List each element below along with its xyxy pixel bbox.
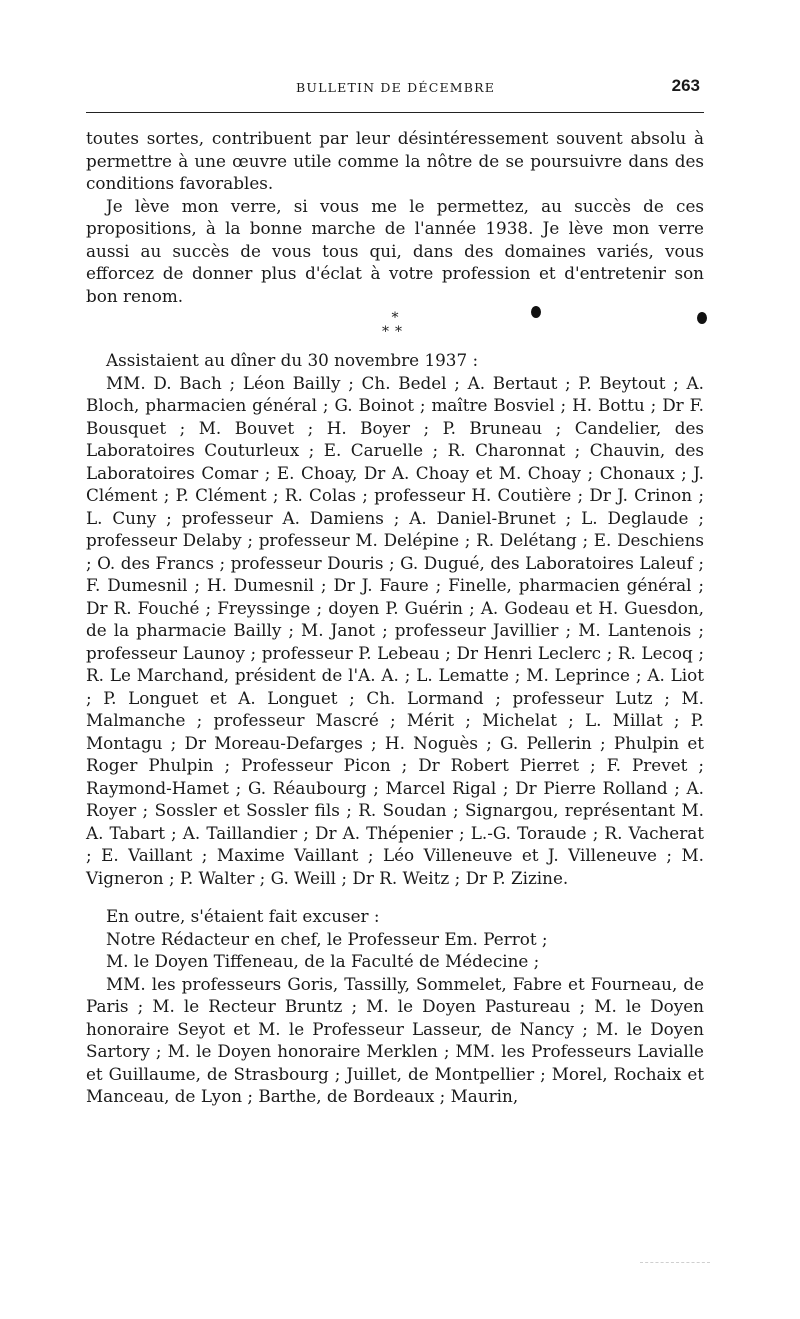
paragraph-attendee-list: MM. D. Bach ; Léon Bailly ; Ch. Bedel ; A. Bertaut ; P. Beytout ; A. Bloch, pharmacien général ; G. Boinot ; maître Bosviel ; H. Bottu ; Dr F. Bousquet ; M. Bouvet ; H. Boyer ; P. Bruneau ; Candelier, des Laboratoires Couturleux ; E. Caruelle ; R. Charonnat ; Chauvin, des Laboratoires Comar ; E. Choay, Dr A. Choay et M. Choay ; Chonaux ; J. Clément ; P. Clément ; R. Colas ; professeur H. Coutière ; Dr J. Crinon ; L. Cuny ; professeur A. Damiens ; A. Daniel-Brunet ; L. Deglaude ; professeur Delaby ; professeur M. Delépine ; R. Delétang ; E. Deschiens ; O. des Francs ; professeur Douris ; G. Dugué, des Laboratoires Laleuf ; F. Dumesnil ; H. Dumesnil ; Dr J. Faure ; Finelle, pharmacien général ; Dr R. Fouché ; Freyssinge ; doyen P. Guérin ; A. Godeau et H. Guesdon, de la pharmacie Bailly ; M. Janot ; professeur Javillier ; M. Lantenois ; professeur Launoy ; professeur P. Lebeau ; Dr Henri Leclerc ; R. Lecoq ; R. Le Marchand, président de l'A. A. ; L. Lematte ; M. Leprince ; A. Liot ; P. Longuet et A. Longuet ; Ch. Lormand ; professeur Lutz ; M. Malmanche ; professeur Mascré ; Mérit ; Michelat ; L. Millat ; P. Montagu ; Dr Moreau-Defarges ; H. Noguès ; G. Pellerin ; Phulpin et Roger Phulpin ; Professeur Picon ; Dr Robert Pierret ; F. Prevet ; Raymond-Hamet ; G. Réaubourg ; Marcel Rigal ; Dr Pierre Rolland ; A. Royer ; Sossler et Sossler fils ; R. Soudan ; Signargou, représentant M. A. Tabart ; A. Taillandier ; Dr A. Thépenier ; L.-G. Toraude ; R. Vacherat ; E. Vaillant ; Maxime Vaillant ; Léo Villeneuve et J. Villeneuve ; M. Vigneron ; P. Walter ; G. Weill ; Dr R. Weitz ; Dr P. Zizine. bbox=[86, 372, 704, 888]
paragraph-excused-editor: Notre Rédacteur en chef, le Professeur Em. Perrot ; bbox=[106, 928, 548, 949]
paragraph-excused-dean: M. le Doyen Tiffeneau, de la Faculté de Médecine ; bbox=[106, 951, 540, 971]
paragraph-toast: Je lève mon verre, si vous me le permettez, au succès de ces propositions, à la bonne marche de l'année 1938. Je lève mon verre aussi au succès de vous tous qui, dans des domaines variés, vous efforcez de donner plus d'éclat à votre profession et d'entretenir son bon renom. bbox=[86, 195, 704, 306]
page-body bbox=[86, 127, 704, 1108]
paragraph-attendance-intro: Assistaient au dîner du 30 novembre 1937 : bbox=[106, 350, 479, 370]
paragraph-excused-list: MM. les professeurs Goris, Tassilly, Sommelet, Fabre et Fourneau, de Paris ; M. le Recteur Bruntz ; M. le Doyen Pastureau ; M. le Doyen honoraire Seyot et M. le Professeur Lasseur, de Nancy ; M. le Doyen Sartory ; M. le Doyen honoraire Merklen ; MM. les Professeurs Lavialle et Guillaume, de Strasbourg ; Juillet, de Montpellier ; Morel, Rochaix et Manceau, de Lyon ; Barthe, de Bordeaux ; Maurin, bbox=[86, 973, 704, 1106]
running-title: BULLETIN DE DÉCEMBRE bbox=[296, 80, 496, 95]
asterism-top: * bbox=[391, 310, 399, 326]
scan-artifact-line bbox=[640, 1262, 710, 1263]
asterism-bottom: ** bbox=[382, 324, 408, 340]
header-rule bbox=[86, 112, 704, 113]
paragraph-gap bbox=[86, 889, 704, 905]
paragraph-excused-intro: En outre, s'étaient fait excuser : bbox=[106, 906, 380, 926]
page-header bbox=[86, 76, 706, 102]
page-number: 263 bbox=[671, 76, 700, 95]
section-separator bbox=[86, 311, 704, 339]
paragraph-continuation: toutes sortes, contribuent par leur désintéressement souvent absolu à permettre à une œuvre utile comme la nôtre de se poursuivre dans des conditions favorables. bbox=[86, 128, 704, 193]
